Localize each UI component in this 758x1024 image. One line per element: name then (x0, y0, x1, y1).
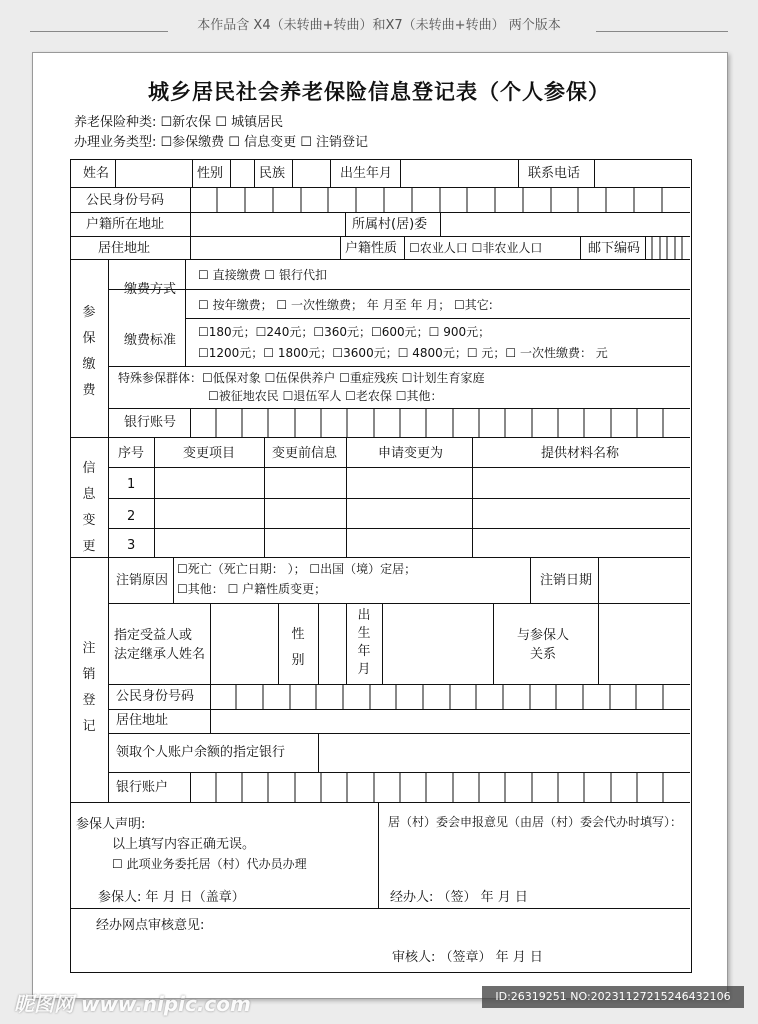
payment-section-label: 参保缴费 (82, 305, 96, 398)
grid-line (70, 236, 690, 237)
grid-line (346, 437, 347, 557)
bank-account-boxes[interactable] (190, 408, 690, 437)
grid-line (108, 498, 690, 499)
beneficiary-relation-label: 与参保人 关系 (517, 628, 570, 662)
grid-line (108, 259, 109, 802)
handler-signature-line: 经办人: （签） 年 月 日 (390, 890, 528, 905)
payment-method-options[interactable]: ☐ 直接缴费 ☐ 银行代扣 (198, 268, 327, 282)
grid-line (530, 557, 531, 603)
committee-opinion-label: 居（村）委会申报意见（由居（村）委会代办时填写）： (388, 815, 683, 829)
grid-line (173, 557, 174, 603)
insured-signature-line: 参保人: 年 月 日（盖章） (98, 890, 245, 905)
grid-line (340, 236, 341, 259)
beneficiary-gender-label: 性别 (291, 627, 305, 668)
grid-line (70, 802, 690, 803)
grid-line (330, 159, 331, 187)
grid-line (108, 603, 690, 604)
version-banner: 本作品含 X4（未转曲+转曲）和X7（未转曲+转曲） 两个版本 (197, 18, 561, 33)
payment-period-options[interactable]: ☐ 按年缴费； ☐ 一次性缴费； 年 月至 年 月； ☐其它: (198, 298, 493, 312)
ethnicity-label: 民族 (259, 166, 286, 181)
change-row-number: 2 (127, 509, 136, 524)
grid-line (108, 289, 690, 290)
grid-line (318, 603, 319, 684)
grid-line (598, 557, 599, 603)
cancel-id-label: 公民身份号码 (116, 689, 195, 704)
form-title: 城乡居民社会养老保险信息登记表（个人参保） (148, 80, 610, 104)
grid-line (70, 437, 690, 438)
business-type-line[interactable]: 办理业务类型: ☐参保缴费 ☐ 信息变更 ☐ 注销登记 (74, 135, 369, 150)
change-col-before: 变更前信息 (272, 446, 338, 461)
grid-line (580, 236, 581, 259)
grid-line (154, 437, 155, 557)
payment-standard-options-2[interactable]: ☐1200元；☐ 1800元；☐3600元；☐ 4800元；☐ 元；☐ 一次性缴费： 元 (198, 346, 608, 360)
grid-line (108, 467, 690, 468)
cancel-residence-label: 居住地址 (116, 713, 169, 728)
change-col-seq: 序号 (118, 446, 145, 461)
grid-line (382, 603, 383, 684)
name-label: 姓名 (83, 166, 110, 181)
cancel-reason-options-2[interactable]: ☐其他： ☐ 户籍性质变更； (177, 582, 327, 596)
grid-line (254, 159, 255, 187)
beneficiary-label: 指定受益人或 法定继承人姓名 (114, 628, 206, 662)
phone-label: 联系电话 (528, 166, 581, 181)
change-section-label: 信息变更 (82, 461, 96, 554)
reviewer-signature-line: 审核人: （签章） 年 月 日 (392, 950, 543, 965)
cancel-bank-account-label: 银行账户 (116, 780, 169, 795)
id-number-label: 公民身份号码 (86, 193, 165, 208)
grid-line (292, 159, 293, 187)
grid-line (493, 603, 494, 684)
beneficiary-birth-label: 出生年月 (357, 608, 371, 677)
declaration-statement: 以上填写内容正确无误。 (112, 837, 256, 852)
banner-divider (30, 31, 168, 32)
grid-line (598, 603, 599, 684)
grid-line (70, 908, 690, 909)
review-opinion-label: 经办网点审核意见: (96, 918, 205, 933)
insurance-type-line[interactable]: 养老保险种类: ☐新农保 ☐ 城镇居民 (74, 115, 284, 130)
payment-standard-options-1[interactable]: ☐180元；☐240元；☐360元；☐600元；☐ 900元； (198, 325, 491, 339)
grid-line (378, 802, 379, 908)
site-watermark: 昵图网 www.nipic.com (14, 992, 251, 1016)
grid-line (400, 159, 401, 187)
village-label: 所属村(居)委 (352, 217, 428, 232)
grid-line (345, 212, 346, 236)
grid-line (210, 603, 211, 733)
grid-line (115, 159, 116, 187)
grid-line (230, 159, 231, 187)
grid-line (185, 259, 186, 366)
image-id-watermark: ID:26319251 NO:20231127215246432106 (482, 986, 744, 1008)
cancel-bank-boxes[interactable] (190, 772, 690, 802)
payment-method-label: 缴费方式 (124, 282, 177, 297)
postcode-boxes[interactable] (645, 236, 690, 259)
grid-line (70, 212, 690, 213)
birth-label: 出生年月 (340, 166, 393, 181)
grid-line (70, 259, 690, 260)
grid-line (404, 236, 405, 259)
change-col-item: 变更项目 (183, 446, 236, 461)
payment-standard-label: 缴费标准 (124, 333, 177, 348)
designated-bank-label: 领取个人账户余额的指定银行 (116, 745, 286, 760)
entrust-checkbox[interactable]: ☐ 此项业务委托居（村）代办员办理 (112, 857, 307, 871)
grid-line (70, 557, 690, 558)
grid-line (108, 528, 690, 529)
grid-line (594, 159, 595, 187)
grid-line (346, 603, 347, 684)
cancel-reason-label: 注销原因 (116, 573, 169, 588)
grid-line (440, 212, 441, 236)
special-group-options-1[interactable]: 特殊参保群体：☐低保对象 ☐伍保供养户 ☐重症残疾 ☐计划生育家庭 (118, 371, 485, 385)
id-number-boxes[interactable] (190, 187, 690, 212)
cancel-id-boxes[interactable] (210, 684, 690, 709)
grid-line (472, 437, 473, 557)
postcode-label: 邮下编码 (588, 241, 641, 256)
change-row-number: 3 (127, 538, 136, 553)
grid-line (108, 709, 690, 710)
gender-label: 性别 (197, 166, 224, 181)
grid-line (318, 733, 319, 772)
residence-label: 居住地址 (98, 241, 151, 256)
grid-line (518, 159, 519, 187)
grid-line (108, 733, 690, 734)
grid-line (264, 437, 265, 557)
grid-line (278, 603, 279, 684)
banner-divider (596, 31, 728, 32)
hukou-type-label: 户籍性质 (345, 241, 398, 256)
special-group-options-2[interactable]: ☐被征地农民 ☐退伍军人 ☐老农保 ☐其他： (208, 389, 443, 403)
change-row-number: 1 (127, 477, 136, 492)
hukou-type-options[interactable]: ☐农业人口 ☐非农业人口 (409, 241, 543, 255)
cancel-reason-options-1[interactable]: ☐死亡（死亡日期： ）； ☐出国（境）定居； (177, 562, 417, 576)
hukou-address-label: 户籍所在地址 (86, 217, 165, 232)
cancel-date-label: 注销日期 (540, 573, 593, 588)
grid-line (108, 366, 690, 367)
cancel-section-label: 注销登记 (82, 641, 96, 734)
grid-line (192, 159, 193, 187)
bank-account-label: 银行账号 (124, 415, 177, 430)
change-col-materials: 提供材料名称 (541, 446, 620, 461)
change-col-after: 申请变更为 (378, 446, 444, 461)
declaration-title: 参保人声明: (76, 817, 146, 832)
grid-line (185, 318, 690, 319)
